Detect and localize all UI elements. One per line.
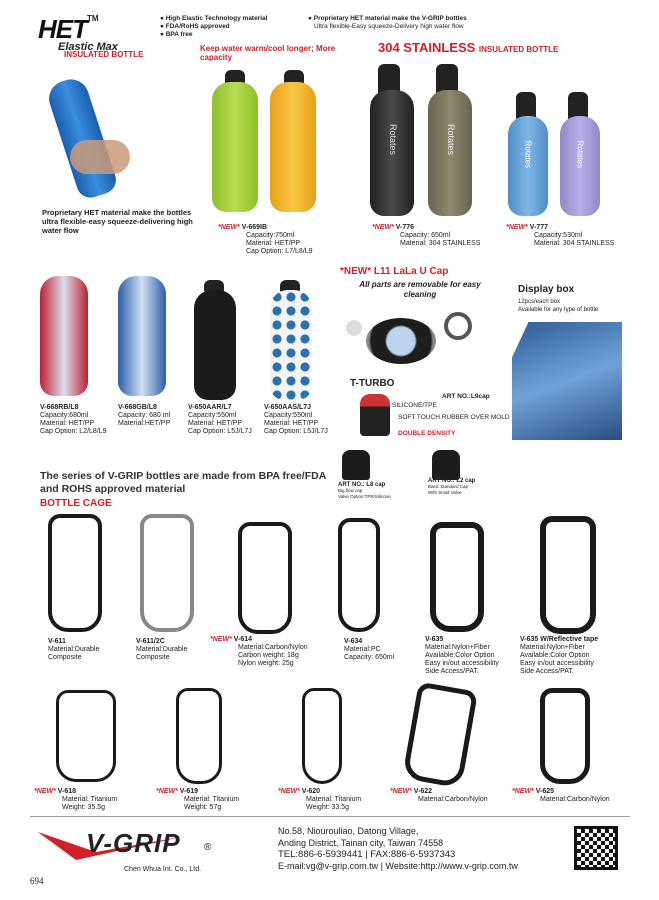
email-website: E-mail:vg@v-grip.com.tw | Website:http://www.v-grip.com.tw [278,860,518,871]
cage-caption: V-635 W/Reflective tape Material:Nylon+Fiber Available:Color Option Easy in/out accessibility Side Access/PAT. [520,636,599,675]
cage-image [540,688,590,784]
cage-image [338,518,380,632]
series-heading: The series of V-GRIP bottles are made from BPA free/FDA and ROHS approved material [40,470,326,495]
address-line-1: No.58, Niourouliao, Datong Village, [278,826,419,836]
product-caption: V-650AAS/L7J Capacity:550ml Material: HET/PP Cap Option: L5J/L7J [264,404,328,435]
hand-image [70,140,130,174]
cage-image [238,522,292,634]
l8-cap-image [342,450,370,480]
cap-caption: ART NO.: L2 cap Basic Standard Cap With Small Valve [428,478,476,495]
lala-part-image [346,320,362,336]
het-logo-text: HET [38,14,87,44]
footer-contact [278,826,518,872]
vgrip-logo [36,826,236,866]
cage-caption: *NEW* V-622 Material:Carbon/Nylon [390,788,488,803]
bottle-cage-title: BOTTLE CAGE [40,498,112,509]
display-title: Display box [518,284,575,295]
cage-image [302,688,342,784]
cage-caption: *NEW* V-614 Material:Carbon/Nylon Carbon weight: 18g Nylon weight: 25g [210,636,308,667]
feature-item: ● High Elastic Technology material [160,15,268,22]
feature-item: ● BPA free [160,31,193,38]
brand-print: Rotates [523,140,533,169]
turbo-title: T-TURBO [350,378,395,389]
display-box-image [512,322,622,440]
het-description: Proprietary HET material make the bottles ultra flexible-easy squeeze-delivering high water flow [42,208,193,235]
lala-part-image [444,312,472,340]
turbo-art: ART NO.:L9cap [442,393,490,400]
warm-heading: Keep water warm/cool longer; More capacity [200,44,336,62]
product-caption: *NEW* V-669IB Capacity:750ml Material: HET/PP Cap Option: L7/L8/L9 [218,224,313,255]
cage-image [140,514,194,632]
lala-sub: All parts are removable for easy cleaning [359,280,481,299]
product-caption: V-650AAR/L7 Capacity:550ml Material: HET/PP Cap Option: L5J/L7J [188,404,252,435]
blue-het-bottle-image [118,276,166,396]
cage-image [402,682,478,789]
feature-list [160,15,267,39]
cage-caption: *NEW* V-618 Material: Titanium Weight: 35.5g [34,788,118,811]
black-bottle-image [194,290,236,400]
green-bottle-image [212,82,258,212]
brand-print: Rotates [446,124,456,156]
tm-mark: TM [87,14,99,23]
cage-caption: V-611 Material:Durable Composite [48,638,100,661]
qr-code-icon [574,826,618,870]
page-number: 694 [30,876,44,886]
insulated-heading: INSULATED BOTTLE [64,50,144,59]
dark-steel-bottle-image [370,90,414,216]
cage-image [56,690,116,782]
red-het-bottle-image [40,276,88,396]
cage-caption: V-635 Material:Nylon+Fiber Available:Color Option Easy in/out accessibility Side Access/PAT. [425,636,499,675]
turbo-label: DOUBLE DENSITY [398,430,456,437]
blue-steel-bottle-image [508,116,548,216]
product-caption: V-668GB/L8 Capacity: 680 ml Material:HET/PP [118,404,171,427]
tel-fax: TEL:886-6-5939441 | FAX:886-6-5937343 [278,849,456,860]
cage-caption: V-611/2C Material:Durable Composite [136,638,188,661]
cage-image [430,522,484,632]
cage-caption: *NEW* V-620 Material: Titanium Weight: 33.5g [278,788,362,811]
het-bottle-image [44,75,119,201]
turbo-label: SILICONE/TPE [392,402,437,409]
product-caption: V-668RB/L8 Capacity:680ml Material: HET/PP Cap Option: L2/L8/L9 [40,404,107,435]
het-sub: Elastic Max [58,41,118,53]
cage-caption: *NEW* V-619 Material: Titanium Weight: 57g [156,788,240,811]
het-logo [38,14,148,53]
yellow-bottle-image [270,82,316,212]
lala-title: *NEW* L11 LaLa U Cap [340,266,449,277]
registered-mark: ® [204,842,212,853]
address-line-2: Anding District, Tainan city, Taiwan 74558 [278,837,444,848]
stainless-heading: 304 STAINLESS INSULATED BOTTLE [378,40,559,55]
lala-cap-image [366,318,436,364]
cage-image [540,516,596,634]
brand-print: Rotates [575,140,585,169]
feature-item: ● FDA/RoHS approved [160,23,230,30]
vgrip-brand-text: V-GRIP [86,828,181,858]
company-name: Chen Whua Int. Co., Ltd. [124,866,202,873]
dotted-bottle-image [270,290,312,400]
cage-caption: V-634 Material:PC Capacity: 650ml [344,638,395,661]
footer-divider [30,816,630,817]
cage-caption: *NEW* V-625 Material:Carbon/Nylon [512,788,610,803]
olive-steel-bottle-image [428,90,472,216]
cage-image [48,514,102,632]
turbo-cap-image [360,394,390,436]
product-caption: *NEW* V-777 Capacity:530ml Material: 304 STAINLESS [506,224,615,247]
l2-cap-image [432,450,460,480]
prop-note: ● Proprietary HET material make the V-GRIP bottles Ultra flexible-Easy squeeze-Delivery high water flow [308,15,467,30]
turbo-label: SOFT TOUCH RUBBER OVER MOLD [398,414,510,421]
cage-image [176,688,222,784]
product-caption: *NEW* V-776 Capacity: 650ml Material: 304 STAINLESS [372,224,481,247]
brand-print: Rotates [388,124,398,156]
display-lines: 12pcs/each box Available for any type of bottle [518,299,599,313]
cap-caption: ART NO.: L8 cap Big flow cap Valve Option:TPR/Silicone [338,482,391,499]
lavender-steel-bottle-image [560,116,600,216]
